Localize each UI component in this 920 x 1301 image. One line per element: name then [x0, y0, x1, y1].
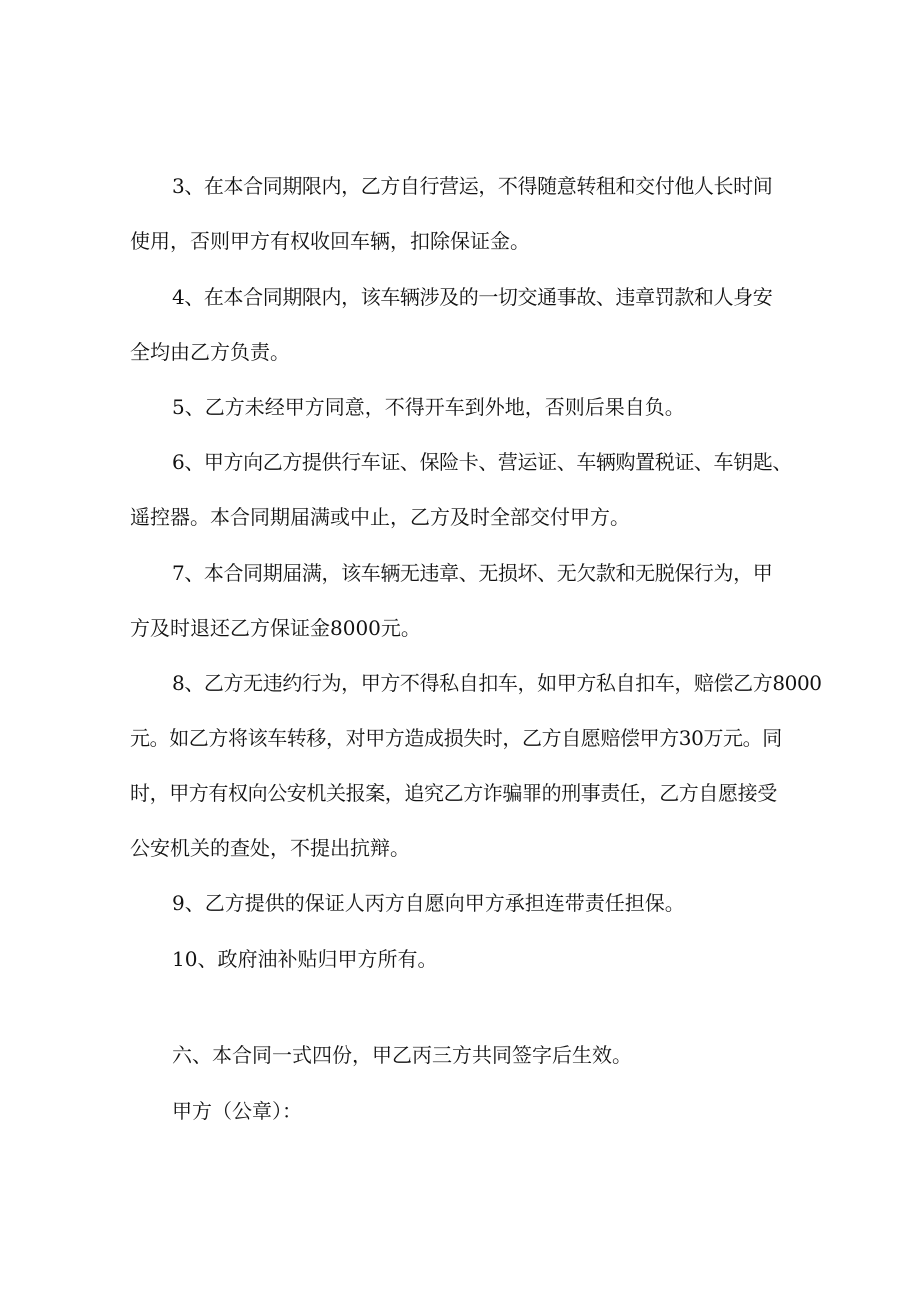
clause-6-line-1: 6、甲方向乙方提供行车证、保险卡、营运证、车辆购置税证、车钥匙、 — [172, 450, 792, 474]
clause-8-line-1: 8、乙方无违约行为，甲方不得私自扣车，如甲方私自扣车，赔偿乙方8000 — [172, 671, 822, 695]
clause-6-line-2: 遥控器。本合同期届满或中止，乙方及时全部交付甲方。 — [130, 505, 630, 529]
clause-3-line-2: 使用，否则甲方有权收回车辆，扣除保证金。 — [130, 229, 530, 253]
clause-8-line-2: 元。如乙方将该车转移，对甲方造成损失时，乙方自愿赔偿甲方30万元。同 — [130, 726, 782, 750]
party-a-seal-label: 甲方（公章）： — [172, 1099, 302, 1123]
section-6-effectiveness: 六、本合同一式四份，甲乙丙三方共同签字后生效。 — [172, 1043, 632, 1067]
clause-7-line-2: 方及时退还乙方保证金8000元。 — [130, 616, 421, 640]
clause-4-line-1: 4、在本合同期限内，该车辆涉及的一切交通事故、违章罚款和人身安 — [172, 285, 773, 309]
clause-7-line-1: 7、本合同期届满，该车辆无违章、无损坏、无欠款和无脱保行为，甲 — [172, 561, 773, 585]
clause-8-line-3: 时，甲方有权向公安机关报案，追究乙方诈骗罪的刑事责任，乙方自愿接受 — [130, 781, 777, 805]
clause-9-line-1: 9、乙方提供的保证人丙方自愿向甲方承担连带责任担保。 — [172, 891, 685, 915]
clause-10-line-1: 10、政府油补贴归甲方所有。 — [172, 947, 438, 971]
clause-8-line-4: 公安机关的查处，不提出抗辩。 — [130, 836, 410, 860]
clause-5-line-1: 5、乙方未经甲方同意，不得开车到外地，否则后果自负。 — [172, 395, 685, 419]
clause-3-line-1: 3、在本合同期限内，乙方自行营运，不得随意转租和交付他人长时间 — [172, 174, 773, 198]
clause-4-line-2: 全均由乙方负责。 — [130, 340, 290, 364]
